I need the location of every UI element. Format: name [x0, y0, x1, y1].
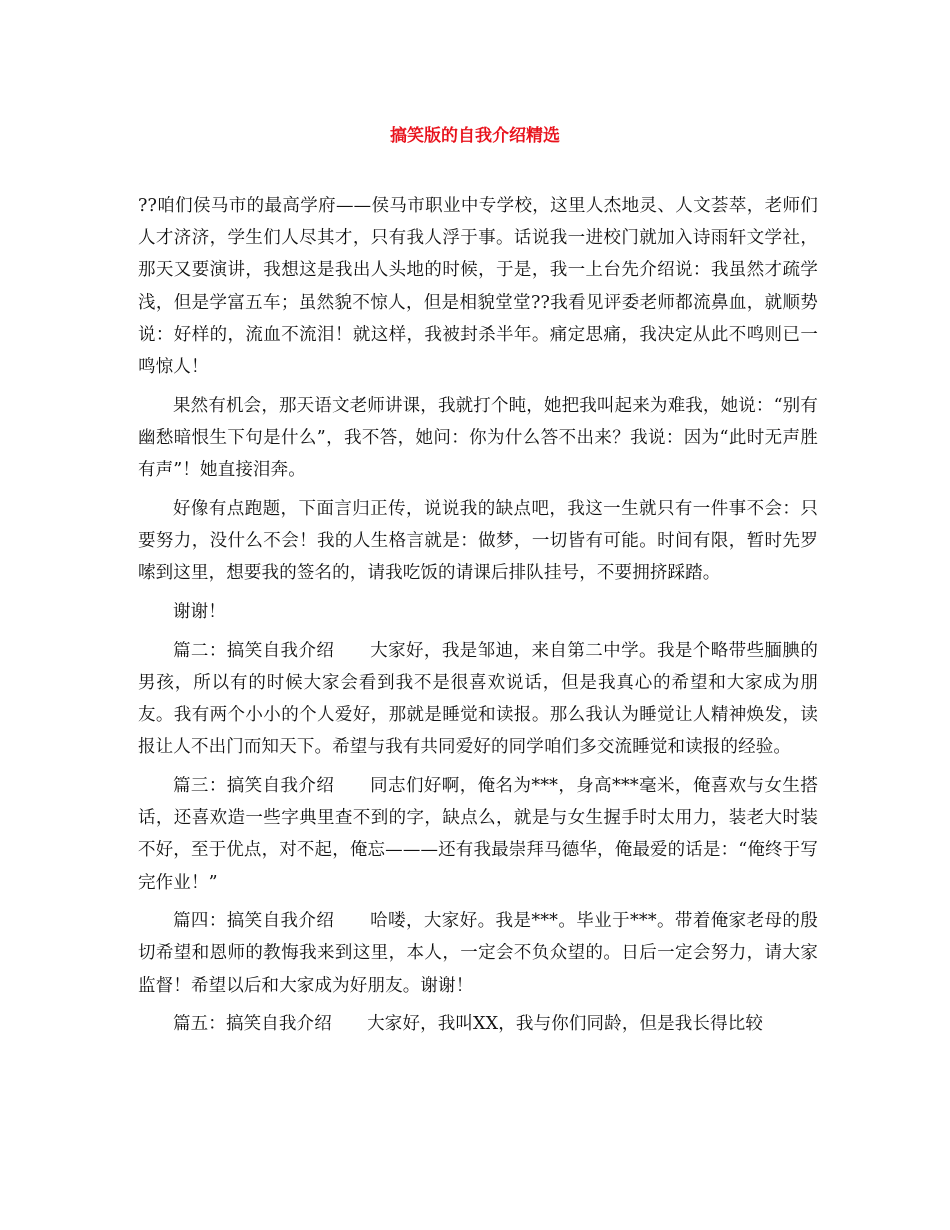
paragraph-chinese-class: 果然有机会，那天语文老师讲课，我就打个盹，她把我叫起来为难我，她说：“别有幽愁暗恨生下句是什么”，我不答，她问：你为什么答不出来？我说：因为“此时无声胜有声”！她直接泪奔。 — [138, 395, 818, 481]
paragraph-thanks: 谢谢！ — [173, 601, 226, 622]
paragraph-intro: ??咱们侯马市的最高学府——侯马市职业中专学校，这里人杰地灵、人文荟萃，老师们人才济济，学生们人尽其才，只有我人浮于事。话说我一进校门就加入诗雨轩文学社，那天又要演讲，我想这是我出人头地的时候，于是，我一上台先介绍说：我虽然才疏学浅，但是学富五车；虽然貌不惊人，但是相貌堂堂??我看见评委老师都流鼻血，就顺势说：好样的，流血不流泪！就这样，我被封杀半年。痛定思痛，我决定从此不鸣则已一鸣惊人！ — [138, 196, 818, 378]
paragraph-part-five: 篇五：搞笑自我介绍 大家好，我叫XX，我与你们同龄，但是我长得比较 — [173, 1014, 764, 1035]
document-title: 搞笑版的自我介绍精选 — [390, 126, 560, 146]
paragraph-shortcomings: 好像有点跑题，下面言归正传，说说我的缺点吧，我这一生就只有一件事不会：只要努力，没什么不会！我的人生格言就是：做梦，一切皆有可能。时间有限，暂时先罗嗦到这里，想要我的签名的，请我吃饭的请课后排队挂号，不要拥挤踩踏。 — [138, 498, 818, 584]
paragraph-part-three: 篇三：搞笑自我介绍 同志们好啊，俺名为***，身高***毫米，俺喜欢与女生搭话，还喜欢造一些字典里查不到的字，缺点么，就是与女生握手时太用力，装老大时装不好，至于优点，对不起，俺忘———还有我最崇拜马德华，俺最爱的话是：“俺终于写完作业！” — [138, 775, 818, 893]
paragraph-part-four: 篇四：搞笑自我介绍 哈喽，大家好。我是***。毕业于***。带着俺家老母的殷切希望和恩师的教悔我来到这里，本人，一定会不负众望的。日后一定会努力，请大家监督！希望以后和大家成为好朋友。谢谢！ — [138, 911, 818, 996]
document-body — [138, 190, 818, 1041]
paragraph-part-two: 篇二：搞笑自我介绍 大家好，我是邹迪，来自第二中学。我是个略带些腼腆的男孩，所以有的时候大家会看到我不是很喜欢说话，但是我真心的希望和大家成为朋友。我有两个小小的个人爱好，那就是睡觉和读报。那么我认为睡觉让人精神焕发，读报让人不出门而知天下。希望与我有共同爱好的同学咱们多交流睡觉和读报的经验。 — [138, 640, 818, 758]
